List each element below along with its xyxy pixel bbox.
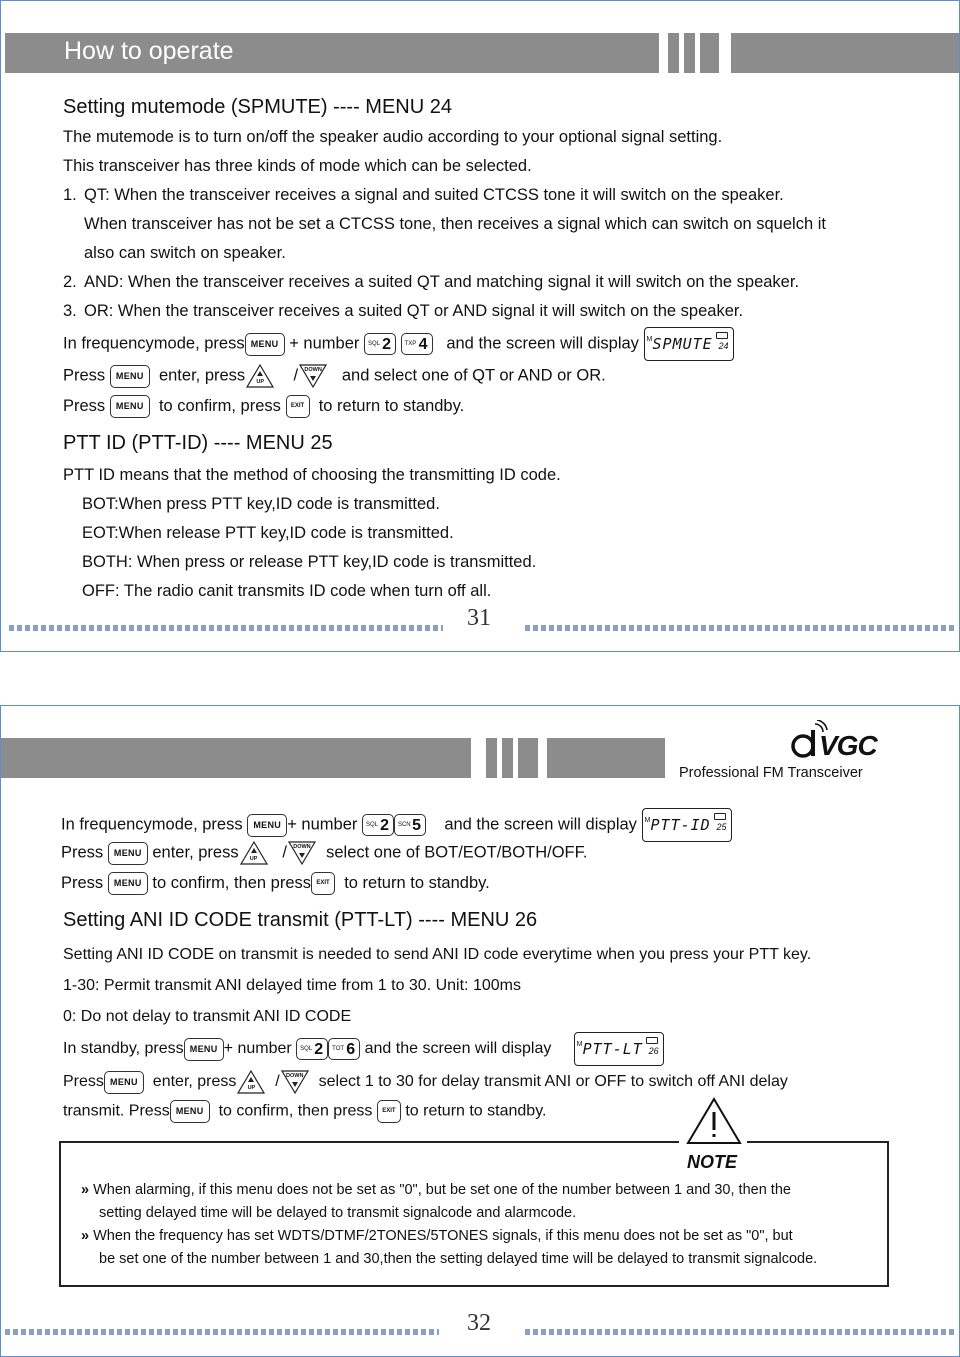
note-item-continued: setting delayed time will be delayed to transmit signalcode and alarmcode. xyxy=(99,1205,577,1221)
step-text: Press xyxy=(61,843,104,862)
warning-icon xyxy=(685,1096,743,1146)
header-banner-right xyxy=(731,33,959,73)
sql-2-key-icon: SQL 2 xyxy=(362,814,394,836)
instruction-step xyxy=(63,395,464,418)
step-text: to confirm, press xyxy=(158,396,281,415)
step-text: to return to standby. xyxy=(405,1102,547,1120)
page-number: 32 xyxy=(467,1310,491,1336)
step-text: enter, press xyxy=(158,366,246,385)
brand-name: VGC xyxy=(819,730,877,761)
step-text: / xyxy=(275,1073,280,1091)
step-text: to return to standby. xyxy=(318,396,465,415)
step-text: / xyxy=(282,843,287,862)
step-text: Press xyxy=(63,1073,104,1091)
down-key-icon: DOWN xyxy=(287,840,317,866)
sql-2-key-icon: SQL 2 xyxy=(296,1038,328,1060)
step-text: and the screen will display xyxy=(444,815,637,834)
battery-icon xyxy=(646,1037,658,1044)
step-text: + number xyxy=(287,815,358,834)
header-stripe xyxy=(684,33,695,73)
step-text: enter, press xyxy=(152,843,239,862)
sql-2-key-icon: SQL 2 xyxy=(364,333,396,355)
down-key-icon: DOWN xyxy=(280,1069,310,1095)
menu-key-icon: MENU xyxy=(170,1100,210,1123)
step-text: + number xyxy=(223,1040,292,1058)
step-text: and the screen will display xyxy=(446,334,639,353)
header-stripe xyxy=(486,738,497,778)
page-title: How to operate xyxy=(64,37,234,65)
instruction-step xyxy=(61,872,490,895)
instruction-step xyxy=(63,1069,788,1095)
step-text: / xyxy=(293,366,299,385)
manual-page-31 xyxy=(0,0,960,652)
battery-icon xyxy=(714,813,726,820)
section-title-spmute: Setting mutemode (SPMUTE) ---- MENU 24 xyxy=(63,96,452,118)
list-number: 3. xyxy=(63,302,77,320)
header-stripe xyxy=(528,738,538,778)
step-text: In frequencymode, press xyxy=(61,815,243,834)
list-item: also can switch on speaker. xyxy=(84,244,286,262)
note-label: NOTE xyxy=(687,1152,738,1172)
step-text: + number xyxy=(289,334,360,353)
paragraph: 0: Do not delay to transmit ANI ID CODE xyxy=(63,1008,352,1025)
brand-logo xyxy=(789,720,893,762)
menu-key-icon: MENU xyxy=(110,395,150,418)
step-text: In frequencymode, press xyxy=(63,334,245,353)
up-key-icon: UP xyxy=(245,363,275,389)
up-key-icon: UP xyxy=(239,840,269,866)
note-item: » When the frequency has set WDTS/DTMF/2TONES/5TONES signals, if this menu does not be set as "0", but xyxy=(81,1228,793,1244)
paragraph: Setting ANI ID CODE on transmit is needed to send ANI ID code everytime when you press your PTT key. xyxy=(63,946,812,963)
lcd-display-icon: M PTT-LT 26 xyxy=(574,1032,664,1066)
header-stripe xyxy=(709,33,719,73)
double-chevron-icon: » xyxy=(81,1228,90,1244)
lcd-display-icon: M PTT-ID 25 xyxy=(642,808,732,842)
menu-key-icon: MENU xyxy=(247,814,287,837)
list-item: EOT:When release PTT key,ID code is transmitted. xyxy=(82,524,454,542)
step-text: to return to standby. xyxy=(344,873,490,892)
step-text: to confirm, then press xyxy=(152,873,312,892)
header-banner-right xyxy=(547,738,665,778)
paragraph: The mutemode is to turn on/off the speaker audio according to your optional signal setting. xyxy=(63,128,723,146)
footer-dots xyxy=(9,625,443,631)
list-item: BOTH: When press or release PTT key,ID code is transmitted. xyxy=(82,553,537,571)
step-text: Press xyxy=(63,396,106,415)
footer-dots xyxy=(525,625,955,631)
paragraph: PTT ID means that the method of choosing the transmitting ID code. xyxy=(63,466,561,484)
up-key-icon: UP xyxy=(236,1069,266,1095)
exit-key-icon: EXIT xyxy=(311,872,335,895)
section-title-ptt-lt: Setting ANI ID CODE transmit (PTT-LT) ---- MENU 26 xyxy=(63,909,538,931)
brand-tagline: Professional FM Transceiver xyxy=(679,765,863,781)
menu-key-icon: MENU xyxy=(108,872,148,895)
list-item: OR: When the transceiver receives a suited QT or AND signal it will switch on the speaker. xyxy=(84,302,744,320)
menu-key-icon: MENU xyxy=(245,333,285,356)
header-banner xyxy=(1,738,471,778)
header-stripe xyxy=(668,33,679,73)
lcd-display-icon: M SPMUTE 24 xyxy=(644,327,734,361)
down-key-icon: DOWN xyxy=(298,363,328,389)
manual-page-32 xyxy=(0,705,960,1357)
footer-dots xyxy=(525,1329,955,1335)
instruction-step xyxy=(63,327,734,361)
instruction-step xyxy=(61,840,587,866)
instruction-step xyxy=(63,1100,546,1123)
note-item: » When alarming, if this menu does not be set as "0", but be set one of the number between 1 and 30, then the xyxy=(81,1182,791,1198)
list-item: BOT:When press PTT key,ID code is transmitted. xyxy=(82,495,440,513)
double-chevron-icon: » xyxy=(81,1182,90,1198)
list-item: OFF: The radio canit transmits ID code when turn off all. xyxy=(82,582,492,600)
instruction-step xyxy=(63,1032,664,1066)
list-item: When transceiver has not be set a CTCSS tone, then receives a signal which can switch on squelch it xyxy=(84,215,826,233)
battery-icon xyxy=(716,332,728,339)
step-text: Press xyxy=(63,366,106,385)
scn-5-key-icon: SCN 5 xyxy=(394,814,426,836)
menu-key-icon: MENU xyxy=(110,365,150,388)
exit-key-icon: EXIT xyxy=(286,395,310,418)
paragraph: 1-30: Permit transmit ANI delayed time from 1 to 30. Unit: 100ms xyxy=(63,977,521,994)
step-text: and the screen will display xyxy=(364,1040,552,1058)
step-text: to confirm, then press xyxy=(218,1102,373,1120)
list-number: 1. xyxy=(63,186,77,204)
instruction-step xyxy=(63,363,606,389)
step-text: and select one of QT or AND or OR. xyxy=(341,366,606,385)
step-text: transmit. Press xyxy=(63,1102,170,1120)
page-number: 31 xyxy=(467,605,491,631)
menu-key-icon: MENU xyxy=(184,1038,224,1061)
step-text: enter, press xyxy=(152,1073,237,1091)
tot-6-key-icon: TOT 6 xyxy=(328,1038,360,1060)
step-text: Press xyxy=(61,873,104,892)
list-number: 2. xyxy=(63,273,77,291)
step-text: select 1 to 30 for delay transmit ANI or OFF to switch off ANI delay xyxy=(318,1073,788,1091)
footer-dots xyxy=(5,1329,439,1335)
paragraph: This transceiver has three kinds of mode which can be selected. xyxy=(63,157,532,175)
section-title-ptt-id: PTT ID (PTT-ID) ---- MENU 25 xyxy=(63,432,333,454)
menu-key-icon: MENU xyxy=(104,1071,144,1094)
list-item: AND: When the transceiver receives a suited QT and matching signal it will switch on the speaker. xyxy=(84,273,800,291)
note-item-continued: be set one of the number between 1 and 30,then the setting delayed time will be delayed to transmit signalcode. xyxy=(99,1251,818,1267)
list-item: QT: When the transceiver receives a signal and suited CTCSS tone it will switch on the speaker. xyxy=(84,186,784,204)
menu-key-icon: MENU xyxy=(108,842,148,865)
step-text: select one of BOT/EOT/BOTH/OFF. xyxy=(326,843,588,862)
step-text: In standby, press xyxy=(63,1040,184,1058)
exit-key-icon: EXIT xyxy=(377,1100,401,1123)
txp-4-key-icon: TXP 4 xyxy=(401,333,433,355)
instruction-step xyxy=(61,808,732,842)
header-stripe xyxy=(502,738,513,778)
